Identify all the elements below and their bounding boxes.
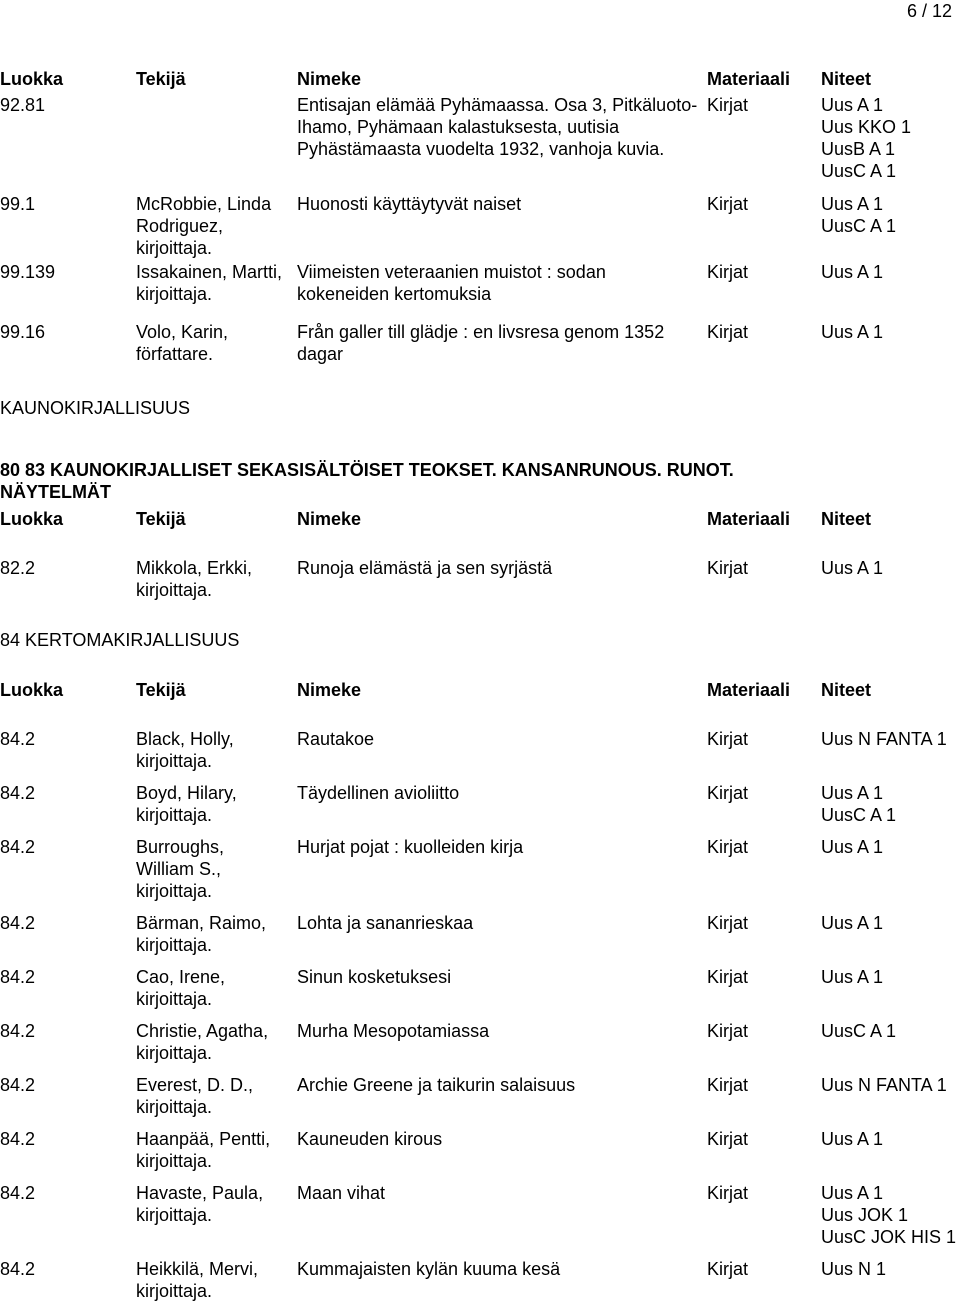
cell-materiaali: Kirjat <box>707 262 749 282</box>
cell-tekija <box>136 1074 294 1118</box>
niteet-line: Uus A 1 <box>821 194 884 214</box>
niteet-line: UusC A 1 <box>821 805 897 825</box>
cell-tekija <box>136 1128 294 1172</box>
niteet-line: UusC JOK HIS 1 <box>821 1227 957 1247</box>
niteet-line: Uus N FANTA 1 <box>821 729 947 749</box>
cell-luokka: 84.2 <box>0 967 36 987</box>
cell-materiaali: Kirjat <box>707 322 749 342</box>
tekija-line: kirjoittaja. <box>136 935 213 955</box>
cell-luokka: 84.2 <box>0 1259 36 1279</box>
cell-niteet <box>821 94 960 182</box>
cell-tekija <box>136 321 294 365</box>
cell-nimeke: Runoja elämästä ja sen syrjästä <box>297 558 553 578</box>
tekija-line: kirjoittaja. <box>136 881 213 901</box>
section-heading-80-83: 80 83 KAUNOKIRJALLISET SEKASISÄLTÖISET TEOKSET. KANSANRUNOUS. RUNOT. NÄYTELMÄT <box>0 460 734 502</box>
niteet-line: Uus A 1 <box>821 558 884 578</box>
header-nimeke: Nimeke <box>297 69 362 89</box>
niteet-line: Uus A 1 <box>821 967 884 987</box>
cell-niteet <box>821 1074 960 1096</box>
tekija-line: Volo, Karin, <box>136 322 229 342</box>
niteet-line: Uus A 1 <box>821 262 884 282</box>
header-niteet: Niteet <box>821 680 872 700</box>
cell-nimeke: Sinun kosketuksesi <box>297 967 452 987</box>
niteet-line: Uus A 1 <box>821 95 884 115</box>
cell-materiaali: Kirjat <box>707 95 749 115</box>
cell-nimeke: Entisajan elämää Pyhämaassa. Osa 3, Pitkäluoto-Ihamo, Pyhämaan kalastuksesta, uutisia Pyhästämaasta vuodelta 1932, vanhoja kuvia. <box>297 95 698 159</box>
cell-nimeke: Huonosti käyttäytyvät naiset <box>297 194 522 214</box>
cell-materiaali: Kirjat <box>707 1021 749 1041</box>
header-materiaali: Materiaali <box>707 509 791 529</box>
cell-materiaali: Kirjat <box>707 967 749 987</box>
cell-niteet <box>821 321 960 343</box>
tekija-line: kirjoittaja. <box>136 805 213 825</box>
niteet-line: Uus N FANTA 1 <box>821 1075 947 1095</box>
cell-materiaali: Kirjat <box>707 194 749 214</box>
cell-tekija <box>136 782 294 826</box>
cell-tekija <box>136 1182 294 1226</box>
tekija-line: Christie, Agatha, <box>136 1021 269 1041</box>
cell-nimeke: Från galler till glädje : en livsresa genom 1352 dagar <box>297 322 665 364</box>
cell-materiaali: Kirjat <box>707 1075 749 1095</box>
tekija-line: Black, Holly, <box>136 729 234 749</box>
page-number: 6 / 12 <box>906 1 952 21</box>
cell-niteet <box>821 557 960 579</box>
header-materiaali: Materiaali <box>707 69 791 89</box>
cell-luokka: 84.2 <box>0 1183 36 1203</box>
cell-nimeke: Rautakoe <box>297 729 375 749</box>
niteet-line: UusC A 1 <box>821 1021 897 1041</box>
tekija-line: Issakainen, Martti, <box>136 262 283 282</box>
cell-tekija <box>136 1020 294 1064</box>
cell-luokka: 99.139 <box>0 262 56 282</box>
cell-niteet <box>821 1258 960 1280</box>
header-tekija: Tekijä <box>136 680 186 700</box>
cell-nimeke: Täydellinen avioliitto <box>297 783 460 803</box>
cell-luokka: 82.2 <box>0 558 36 578</box>
niteet-line: Uus A 1 <box>821 783 884 803</box>
header-luokka: Luokka <box>0 509 64 529</box>
cell-luokka: 84.2 <box>0 1129 36 1149</box>
tekija-line: kirjoittaja. <box>136 1205 213 1225</box>
header-niteet: Niteet <box>821 509 872 529</box>
tekija-line: Bärman, Raimo, <box>136 913 267 933</box>
cell-nimeke: Murha Mesopotamiassa <box>297 1021 490 1041</box>
header-luokka: Luokka <box>0 69 64 89</box>
cell-tekija <box>136 912 294 956</box>
cell-tekija <box>136 193 294 259</box>
cell-luokka: 84.2 <box>0 1075 36 1095</box>
cell-materiaali: Kirjat <box>707 558 749 578</box>
tekija-line: William S., <box>136 859 221 879</box>
cell-nimeke: Kummajaisten kylän kuuma kesä <box>297 1259 561 1279</box>
cell-tekija <box>136 966 294 1010</box>
tekija-line: Cao, Irene, <box>136 967 226 987</box>
niteet-line: Uus N 1 <box>821 1259 887 1279</box>
cell-luokka: 84.2 <box>0 783 36 803</box>
cell-materiaali: Kirjat <box>707 913 749 933</box>
cell-luokka: 84.2 <box>0 729 36 749</box>
cell-materiaali: Kirjat <box>707 783 749 803</box>
header-nimeke: Nimeke <box>297 509 362 529</box>
cell-luokka: 84.2 <box>0 1021 36 1041</box>
cell-nimeke: Maan vihat <box>297 1183 386 1203</box>
cell-nimeke: Viimeisten veteraanien muistot : sodan kokeneiden kertomuksia <box>297 262 606 304</box>
niteet-line: Uus A 1 <box>821 913 884 933</box>
tekija-line: kirjoittaja. <box>136 1043 213 1063</box>
cell-luokka: 92.81 <box>0 95 46 115</box>
niteet-line: Uus A 1 <box>821 837 884 857</box>
cell-niteet <box>821 912 960 934</box>
cell-niteet <box>821 1020 960 1042</box>
header-tekija: Tekijä <box>136 69 186 89</box>
niteet-line: Uus KKO 1 <box>821 117 912 137</box>
cell-materiaali: Kirjat <box>707 1183 749 1203</box>
header-niteet: Niteet <box>821 69 872 89</box>
cell-tekija <box>136 1258 294 1302</box>
cell-luokka: 84.2 <box>0 837 36 857</box>
cell-materiaali: Kirjat <box>707 1129 749 1149</box>
cell-materiaali: Kirjat <box>707 837 749 857</box>
header-materiaali: Materiaali <box>707 680 791 700</box>
tekija-line: författare. <box>136 344 214 364</box>
tekija-line: Boyd, Hilary, <box>136 783 237 803</box>
cell-luokka: 84.2 <box>0 913 36 933</box>
cell-niteet <box>821 966 960 988</box>
cell-nimeke: Hurjat pojat : kuolleiden kirja <box>297 837 524 857</box>
tekija-line: Havaste, Paula, <box>136 1183 264 1203</box>
cell-niteet <box>821 782 960 826</box>
cell-tekija <box>136 261 294 305</box>
tekija-line: kirjoittaja. <box>136 1151 213 1171</box>
tekija-line: Haanpää, Pentti, <box>136 1129 271 1149</box>
tekija-line: Burroughs, <box>136 837 225 857</box>
cell-tekija <box>136 728 294 772</box>
tekija-line: Mikkola, Erkki, <box>136 558 253 578</box>
tekija-line: Heikkilä, Mervi, <box>136 1259 259 1279</box>
cell-niteet <box>821 728 960 750</box>
cell-niteet <box>821 193 960 237</box>
cell-luokka: 99.16 <box>0 322 46 342</box>
cell-materiaali: Kirjat <box>707 729 749 749</box>
cell-tekija <box>136 836 294 902</box>
cell-nimeke: Kauneuden kirous <box>297 1129 443 1149</box>
niteet-line: UusC A 1 <box>821 216 897 236</box>
tekija-line: kirjoittaja. <box>136 284 213 304</box>
section-heading-kaunokirjallisuus: KAUNOKIRJALLISUUS <box>0 398 191 418</box>
niteet-line: UusB A 1 <box>821 139 896 159</box>
cell-niteet <box>821 1182 960 1248</box>
tekija-line: kirjoittaja. <box>136 580 213 600</box>
cell-niteet <box>821 261 960 283</box>
cell-nimeke: Archie Greene ja taikurin salaisuus <box>297 1075 576 1095</box>
cell-niteet <box>821 1128 960 1150</box>
tekija-line: kirjoittaja. <box>136 1281 213 1301</box>
section-heading-84: 84 KERTOMAKIRJALLISUUS <box>0 630 240 650</box>
cell-niteet <box>821 836 960 858</box>
cell-nimeke: Lohta ja sananrieskaa <box>297 913 474 933</box>
niteet-line: Uus A 1 <box>821 322 884 342</box>
tekija-line: Everest, D. D., <box>136 1075 254 1095</box>
tekija-line: kirjoittaja. <box>136 751 213 771</box>
cell-materiaali: Kirjat <box>707 1259 749 1279</box>
cell-tekija <box>136 557 294 601</box>
tekija-line: kirjoittaja. <box>136 238 213 258</box>
niteet-line: Uus A 1 <box>821 1129 884 1149</box>
tekija-line: kirjoittaja. <box>136 1097 213 1117</box>
tekija-line: McRobbie, Linda <box>136 194 272 214</box>
header-nimeke: Nimeke <box>297 680 362 700</box>
tekija-line: kirjoittaja. <box>136 989 213 1009</box>
niteet-line: UusC A 1 <box>821 161 897 181</box>
header-tekija: Tekijä <box>136 509 186 529</box>
cell-luokka: 99.1 <box>0 194 36 214</box>
header-luokka: Luokka <box>0 680 64 700</box>
niteet-line: Uus JOK 1 <box>821 1205 909 1225</box>
tekija-line: Rodriguez, <box>136 216 224 236</box>
niteet-line: Uus A 1 <box>821 1183 884 1203</box>
